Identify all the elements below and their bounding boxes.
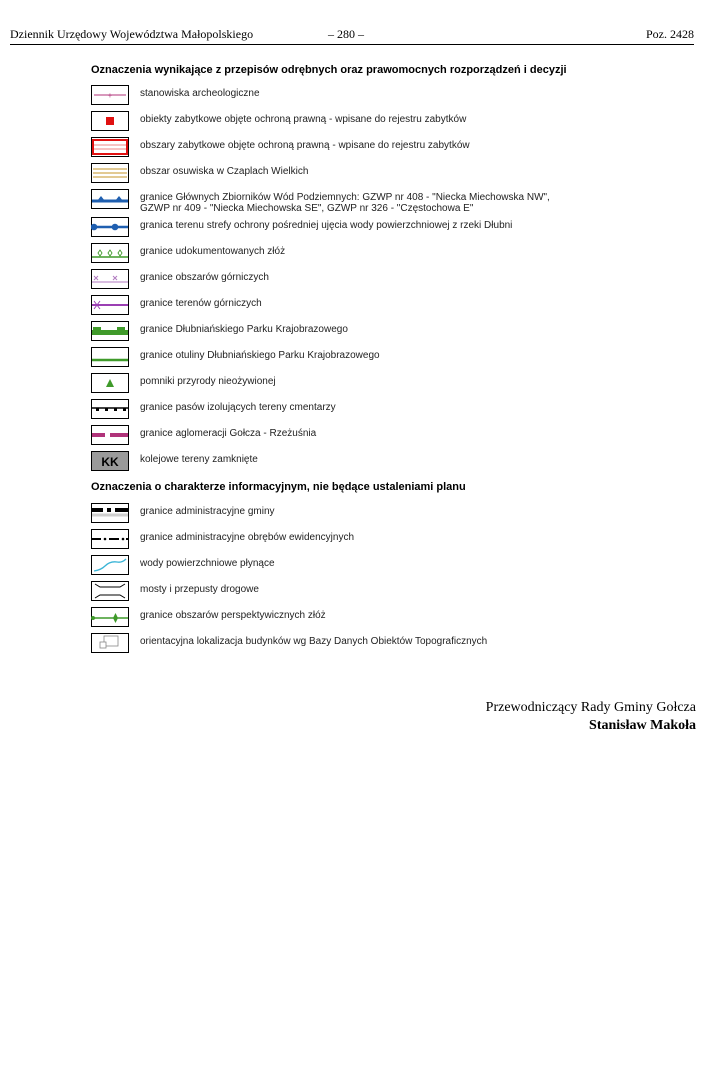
signature-role: Przewodniczący Rady Gminy Gołcza xyxy=(485,700,696,715)
legend-row-groundwater xyxy=(91,189,651,214)
legend-row-archaeological-sites xyxy=(91,85,651,107)
mining-terrains-boundary-icon xyxy=(91,295,129,315)
legend-row-building-location xyxy=(91,633,651,655)
documented-deposits-boundary-icon xyxy=(91,243,129,263)
legend-label: wody powierzchniowe płynące xyxy=(140,558,275,569)
legend-row-water-intake-zone xyxy=(91,217,651,239)
legend-row-commune-boundary xyxy=(91,503,651,525)
page-number: – 280 – xyxy=(328,27,364,41)
journal-title: Dziennik Urzędowy Województwa Małopolskiego xyxy=(10,27,254,41)
legend-label: obszary zabytkowe objęte ochroną prawną - wpisane do rejestru zabytków xyxy=(140,140,470,151)
closed-railway-code: KK xyxy=(101,455,119,469)
commune-boundary-icon xyxy=(91,503,129,523)
registered-monument-icon xyxy=(91,111,129,131)
signature-name: Stanisław Makoła xyxy=(589,718,696,733)
legend-row-landscape-park-buffer xyxy=(91,347,651,369)
legend-row-documented-deposits xyxy=(91,243,651,265)
bridge-culvert-icon xyxy=(91,581,129,601)
legend-label: kolejowe tereny zamknięte xyxy=(140,454,258,465)
legend-label: obiekty zabytkowe objęte ochroną prawną - wpisane do rejestru zabytków xyxy=(140,114,467,125)
registered-heritage-area-icon xyxy=(91,137,129,157)
legend-label: mosty i przepusty drogowe xyxy=(140,584,259,595)
legend-label: stanowiska archeologiczne xyxy=(140,88,260,99)
mining-areas-boundary-icon xyxy=(91,269,129,289)
section-title-regulations: Oznaczenia wynikające z przepisów odrębnych oraz prawomocnych rozporządzeń i decyzji xyxy=(91,64,567,76)
landslide-area-icon xyxy=(91,163,129,183)
landscape-park-buffer-icon xyxy=(91,347,129,367)
legend-row-precinct-boundary xyxy=(91,529,651,551)
header-rule xyxy=(10,44,694,45)
flowing-water-icon xyxy=(91,555,129,575)
legend-row-closed-railway xyxy=(91,451,651,473)
legend-label: granice obszarów perspektywicznych złóż xyxy=(140,610,326,621)
agglomeration-boundary-icon xyxy=(91,425,129,445)
legend-label: granice administracyjne obrębów ewidencyjnych xyxy=(140,532,354,543)
legend-label: granice otuliny Dłubniańskiego Parku Krajobrazowego xyxy=(140,350,380,361)
section-title-informational: Oznaczenia o charakterze informacyjnym, nie będące ustaleniami planu xyxy=(91,481,466,493)
landscape-park-boundary-icon xyxy=(91,321,129,341)
legend-label: granice Dłubniańskiego Parku Krajobrazowego xyxy=(140,324,348,335)
legend-row-heritage-areas xyxy=(91,137,651,159)
legend-label: obszar osuwiska w Czaplach Wielkich xyxy=(140,166,309,177)
legend-row-bridges xyxy=(91,581,651,603)
legend-row-mining-terrains xyxy=(91,295,651,317)
closed-railway-area-icon xyxy=(91,451,129,471)
legend-row-cemetery-belt xyxy=(91,399,651,421)
water-intake-protection-zone-icon xyxy=(91,217,129,237)
legend-label: granice aglomeracji Gołcza - Rzeżuśnia xyxy=(140,428,317,439)
legend-row-mining-areas xyxy=(91,269,651,291)
legend-row-agglomeration xyxy=(91,425,651,447)
legend-row-landscape-park xyxy=(91,321,651,343)
legend-label: granice terenów górniczych xyxy=(140,298,262,309)
legend-label: orientacyjna lokalizacja budynków wg Bazy Danych Obiektów Topograficznych xyxy=(140,636,488,647)
precinct-boundary-icon xyxy=(91,529,129,549)
page-header xyxy=(10,24,694,44)
legend-row-prospective-deposits xyxy=(91,607,651,629)
archaeological-sites-icon xyxy=(91,85,129,105)
inanimate-nature-monument-icon xyxy=(91,373,129,393)
legend-row-landslide xyxy=(91,163,651,185)
legend-row-nature-monuments xyxy=(91,373,651,395)
groundwater-reservoir-boundary-icon xyxy=(91,189,129,209)
legend-label: pomniki przyrody nieożywionej xyxy=(140,376,276,387)
legend-label: granice Głównych Zbiorników Wód Podziemnych: GZWP nr 408 - "Niecka Miechowska NW", GZWP nr 409 - "Niecka Miechowska SE", GZWP nr 326 - "Częstochowa E" xyxy=(140,192,550,214)
legend-label: granica terenu strefy ochrony pośredniej ujęcia wody powierzchniowej z rzeki Dłubni xyxy=(140,220,513,231)
building-location-icon xyxy=(91,633,129,653)
legend-row-flowing-water xyxy=(91,555,651,577)
svg-text:+: + xyxy=(107,91,113,100)
legend-row-registered-monuments xyxy=(91,111,651,133)
legend-label: granice obszarów górniczych xyxy=(140,272,269,283)
position-number: Poz. 2428 xyxy=(646,27,694,41)
legend-label: granice administracyjne gminy xyxy=(140,506,275,517)
legend-label: granice udokumentowanych złóż xyxy=(140,246,286,257)
cemetery-isolation-belt-icon xyxy=(91,399,129,419)
legend-label: granice pasów izolujących tereny cmentarzy xyxy=(140,402,336,413)
prospective-deposits-boundary-icon xyxy=(91,607,129,627)
